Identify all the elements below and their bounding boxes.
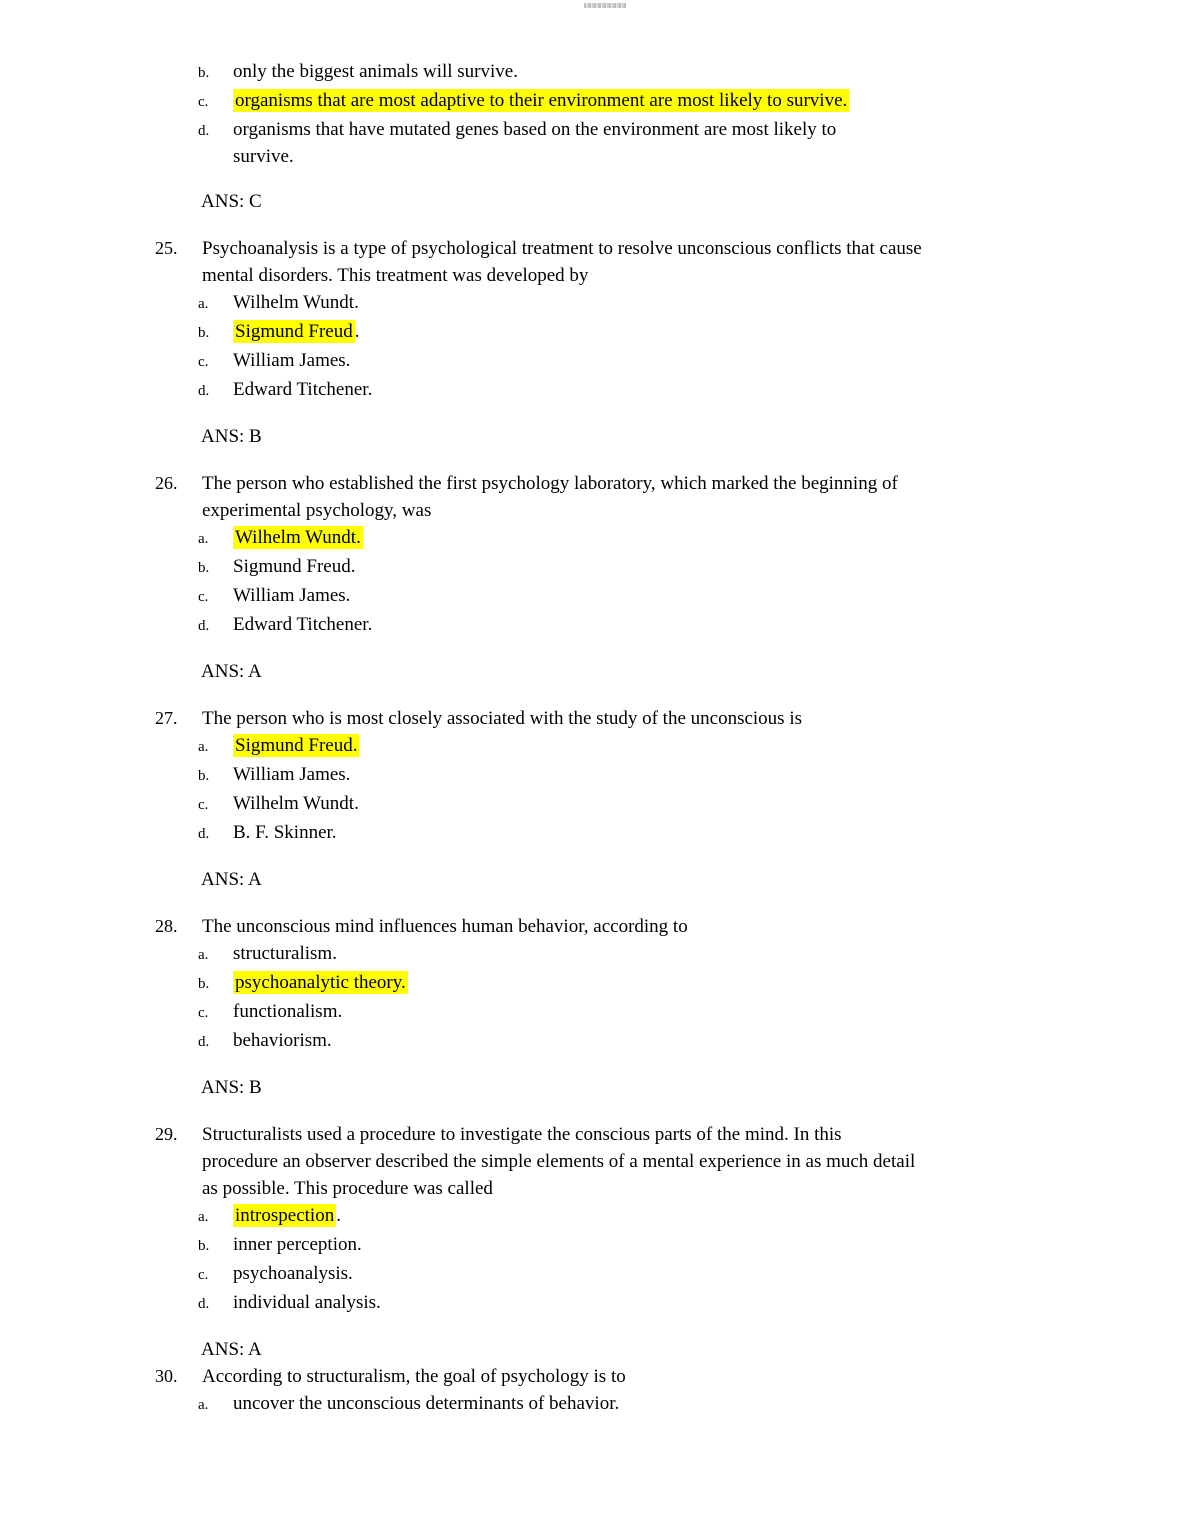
option-line: structuralism. bbox=[233, 943, 337, 964]
option-line: Wilhelm Wundt. bbox=[233, 292, 359, 313]
option-line: only the biggest animals will survive. bbox=[233, 61, 518, 82]
option-text bbox=[233, 1289, 1080, 1316]
answer-option bbox=[155, 582, 1080, 611]
option-line bbox=[233, 524, 1080, 551]
answer-option bbox=[155, 524, 1080, 553]
answer-option bbox=[155, 1231, 1080, 1260]
answer-key: ANS: B bbox=[201, 1077, 262, 1098]
option-text bbox=[233, 1202, 1080, 1229]
option-letter: d. bbox=[198, 826, 210, 842]
option-letter: b. bbox=[198, 325, 210, 341]
option-text bbox=[233, 1390, 1080, 1417]
option-letter: a. bbox=[198, 739, 209, 755]
option-text bbox=[233, 87, 1080, 114]
question-stem-row bbox=[155, 1363, 1080, 1390]
answer-option bbox=[155, 58, 1080, 87]
option-text bbox=[233, 116, 1080, 170]
option-line: survive. bbox=[233, 146, 294, 167]
option-line bbox=[233, 969, 1080, 996]
highlighted-answer: Sigmund Freud. bbox=[235, 735, 358, 756]
answer-option bbox=[155, 940, 1080, 969]
highlighted-answer: introspection bbox=[235, 1205, 335, 1226]
option-text bbox=[233, 969, 1080, 996]
question-number: 25. bbox=[155, 238, 178, 258]
option-letter: a. bbox=[198, 947, 209, 963]
option-line: William James. bbox=[233, 350, 351, 371]
question-stem bbox=[202, 1121, 1080, 1202]
question-block bbox=[155, 235, 1080, 450]
option-line: psychoanalysis. bbox=[233, 1263, 353, 1284]
option-line: Sigmund Freud. bbox=[233, 556, 356, 577]
highlighted-answer: Sigmund Freud bbox=[235, 321, 353, 342]
answer-option bbox=[155, 116, 1080, 170]
question-stem-line: procedure an observer described the simple elements of a mental experience in as much detail bbox=[202, 1151, 916, 1172]
option-line: individual analysis. bbox=[233, 1292, 381, 1313]
question-stem bbox=[202, 235, 1080, 289]
question-stem-line: Psychoanalysis is a type of psychological treatment to resolve unconscious conflicts that cause bbox=[202, 238, 922, 259]
highlighted-answer: Wilhelm Wundt. bbox=[235, 527, 361, 548]
answer-option bbox=[155, 376, 1080, 405]
option-line: inner perception. bbox=[233, 1234, 362, 1255]
question-stem-line: According to structuralism, the goal of psychology is to bbox=[202, 1366, 626, 1387]
question-number: 30. bbox=[155, 1366, 178, 1386]
question-block bbox=[155, 705, 1080, 893]
option-line: William James. bbox=[233, 585, 351, 606]
question-stem bbox=[202, 913, 1080, 940]
question-stem-line: experimental psychology, was bbox=[202, 500, 432, 521]
question-block bbox=[155, 1121, 1080, 1363]
answer-option bbox=[155, 998, 1080, 1027]
option-letter: a. bbox=[198, 531, 209, 547]
option-letter: c. bbox=[198, 354, 209, 370]
option-line: Wilhelm Wundt. bbox=[233, 793, 359, 814]
answer-key: ANS: A bbox=[201, 1339, 262, 1360]
answer-option bbox=[155, 289, 1080, 318]
question-stem bbox=[202, 705, 1080, 732]
highlighted-answer: organisms that are most adaptive to their environment are most likely to survive. bbox=[235, 90, 848, 111]
option-text bbox=[233, 524, 1080, 551]
option-letter: b. bbox=[198, 560, 210, 576]
tiny-header-text bbox=[584, 3, 626, 8]
option-letter: d. bbox=[198, 383, 210, 399]
question-number: 29. bbox=[155, 1124, 178, 1144]
option-letter: d. bbox=[198, 1034, 210, 1050]
question-block bbox=[155, 913, 1080, 1101]
question-stem bbox=[202, 470, 1080, 524]
question-stem-row bbox=[155, 705, 1080, 732]
question-stem-row bbox=[155, 235, 1080, 289]
question-stem-line: The person who is most closely associated with the study of the unconscious is bbox=[202, 708, 802, 729]
answer-option bbox=[155, 1260, 1080, 1289]
option-line: functionalism. bbox=[233, 1001, 343, 1022]
answer-key: ANS: A bbox=[201, 869, 262, 890]
option-letter: d. bbox=[198, 123, 210, 139]
option-text bbox=[233, 611, 1080, 638]
option-letter: b. bbox=[198, 976, 210, 992]
option-letter: b. bbox=[198, 1238, 210, 1254]
option-letter: d. bbox=[198, 1296, 210, 1312]
question-number: 27. bbox=[155, 708, 178, 728]
answer-option bbox=[155, 1289, 1080, 1318]
option-letter: c. bbox=[198, 1005, 209, 1021]
option-letter: a. bbox=[198, 296, 209, 312]
answer-option bbox=[155, 1390, 1080, 1419]
option-line: behaviorism. bbox=[233, 1030, 332, 1051]
option-text bbox=[233, 819, 1080, 846]
question-block bbox=[155, 1363, 1080, 1419]
option-text bbox=[233, 1231, 1080, 1258]
option-text bbox=[233, 761, 1080, 788]
option-line: organisms that have mutated genes based on the environment are most likely to bbox=[233, 119, 837, 140]
option-letter: d. bbox=[198, 618, 210, 634]
option-text bbox=[233, 582, 1080, 609]
answer-option bbox=[155, 1027, 1080, 1056]
option-text bbox=[233, 553, 1080, 580]
question-stem-row bbox=[155, 1121, 1080, 1202]
question-stem-row bbox=[155, 913, 1080, 940]
question-block bbox=[155, 58, 1080, 215]
option-line bbox=[233, 732, 1080, 759]
answer-option bbox=[155, 318, 1080, 347]
option-text bbox=[233, 998, 1080, 1025]
answer-key: ANS: C bbox=[201, 191, 262, 212]
option-text bbox=[233, 732, 1080, 759]
answer-option bbox=[155, 611, 1080, 640]
answer-option bbox=[155, 732, 1080, 761]
question-number: 26. bbox=[155, 473, 178, 493]
question-stem bbox=[202, 1363, 1080, 1390]
answer-key: ANS: B bbox=[201, 426, 262, 447]
option-text bbox=[233, 1260, 1080, 1287]
question-stem-line: The person who established the first psychology laboratory, which marked the beginning of bbox=[202, 473, 898, 494]
answer-option bbox=[155, 553, 1080, 582]
question-stem-line: Structuralists used a procedure to investigate the conscious parts of the mind. In this bbox=[202, 1124, 842, 1145]
question-stem-line: mental disorders. This treatment was developed by bbox=[202, 265, 589, 286]
option-line bbox=[233, 87, 1080, 114]
option-text bbox=[233, 58, 1080, 85]
question-stem-row bbox=[155, 470, 1080, 524]
option-letter: c. bbox=[198, 589, 209, 605]
highlighted-answer: psychoanalytic theory. bbox=[235, 972, 406, 993]
option-text bbox=[233, 940, 1080, 967]
answer-option bbox=[155, 347, 1080, 376]
option-text bbox=[233, 790, 1080, 817]
answer-option bbox=[155, 819, 1080, 848]
option-letter: a. bbox=[198, 1397, 209, 1413]
answer-option bbox=[155, 969, 1080, 998]
option-line: Edward Titchener. bbox=[233, 379, 373, 400]
option-letter: c. bbox=[198, 1267, 209, 1283]
question-block bbox=[155, 470, 1080, 685]
answer-option bbox=[155, 790, 1080, 819]
option-text bbox=[233, 376, 1080, 403]
option-line: William James. bbox=[233, 764, 351, 785]
question-stem-line: The unconscious mind influences human behavior, according to bbox=[202, 916, 688, 937]
answer-option bbox=[155, 87, 1080, 116]
option-text bbox=[233, 347, 1080, 374]
answer-option bbox=[155, 1202, 1080, 1231]
option-line: uncover the unconscious determinants of behavior. bbox=[233, 1393, 620, 1414]
option-letter: b. bbox=[198, 768, 210, 784]
option-letter: c. bbox=[198, 797, 209, 813]
question-number: 28. bbox=[155, 916, 178, 936]
answer-option bbox=[155, 761, 1080, 790]
option-line: B. F. Skinner. bbox=[233, 822, 337, 843]
option-line: Edward Titchener. bbox=[233, 614, 373, 635]
option-text bbox=[233, 1027, 1080, 1054]
option-text bbox=[233, 289, 1080, 316]
option-letter: b. bbox=[198, 65, 210, 81]
option-line: Sigmund Freud . bbox=[235, 321, 360, 342]
answer-key: ANS: A bbox=[201, 661, 262, 682]
option-text bbox=[233, 318, 1080, 345]
question-stem-line: as possible. This procedure was called bbox=[202, 1178, 493, 1199]
option-letter: c. bbox=[198, 94, 209, 110]
option-letter: a. bbox=[198, 1209, 209, 1225]
option-line: introspection . bbox=[235, 1205, 341, 1226]
